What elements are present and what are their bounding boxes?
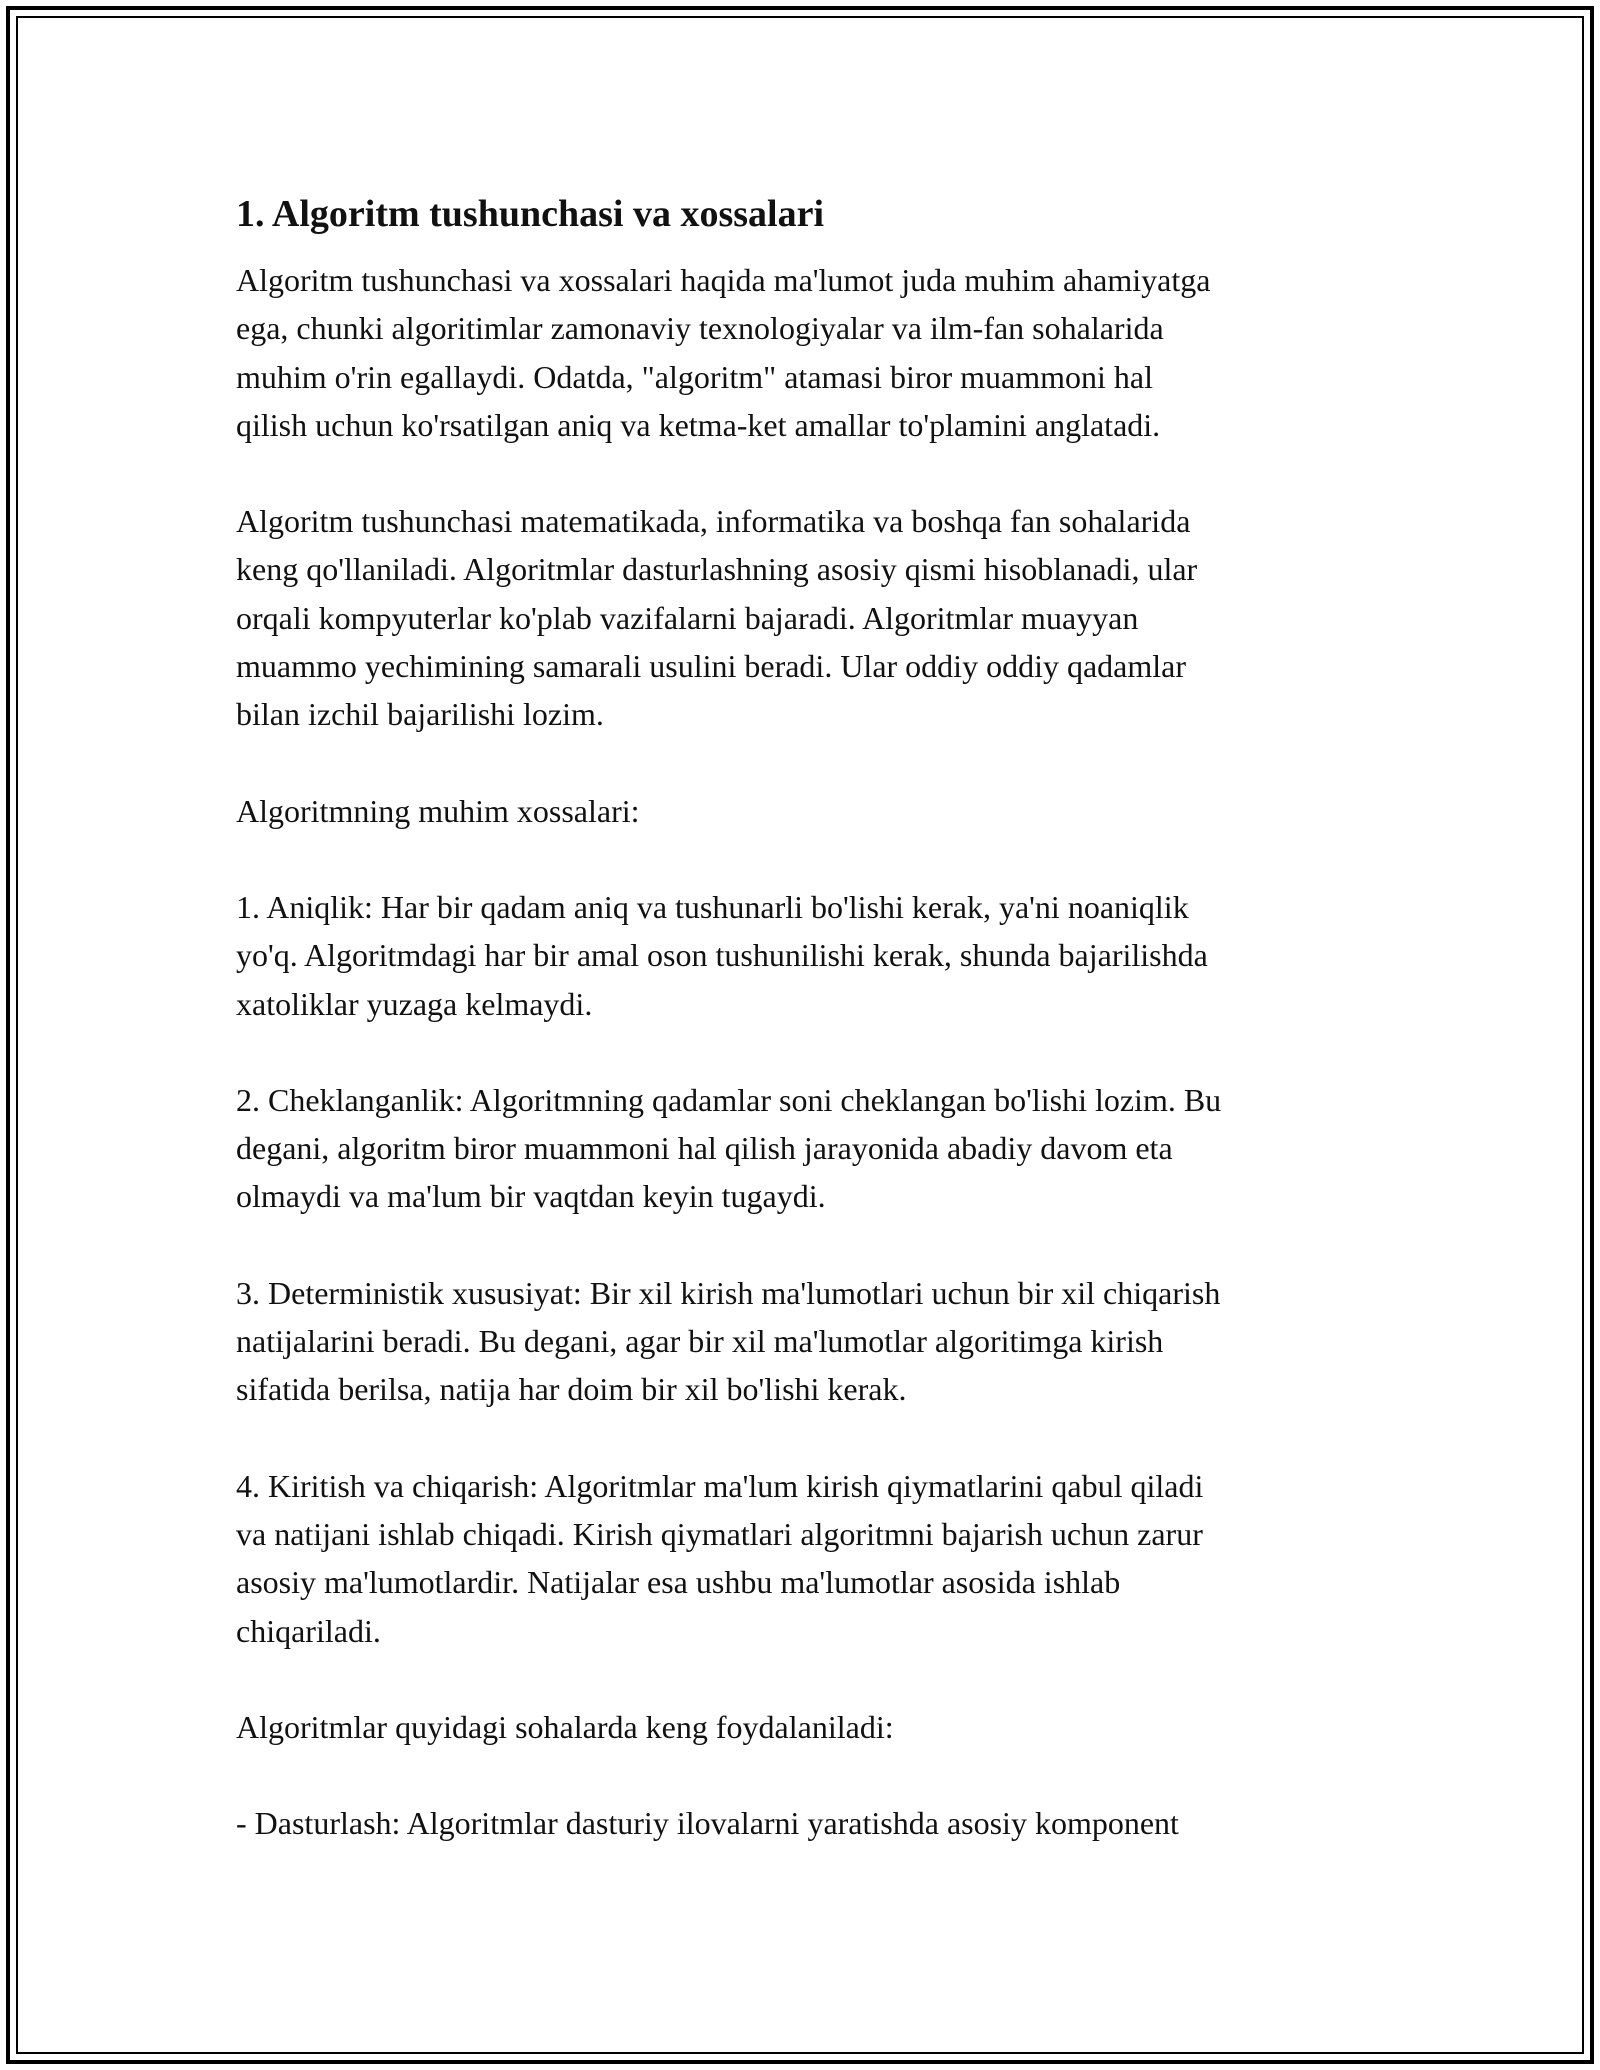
paragraph-usage (236, 497, 1416, 738)
paragraph-properties-intro (236, 787, 1416, 835)
document-body (236, 186, 1416, 1895)
text-line: 1. Aniqlik: Har bir qadam aniq va tushunarli bo'lishi kerak, ya'ni noaniqlik (236, 888, 1189, 925)
text-line: Algoritmlar quyidagi sohalarda keng foydalaniladi: (236, 1708, 894, 1745)
paragraph-property-4 (236, 1462, 1416, 1655)
text-line: xatoliklar yuzaga kelmaydi. (236, 985, 593, 1022)
text-line: ega, chunki algoritimlar zamonaviy texnologiyalar va ilm-fan sohalarida (236, 310, 1164, 347)
paragraph-intro (236, 256, 1416, 449)
text-line: 2. Cheklanganlik: Algoritmning qadamlar soni cheklangan bo'lishi lozim. Bu (236, 1081, 1222, 1118)
text-line: - Dasturlash: Algoritmlar dasturiy ilovalarni yaratishda asosiy komponent (236, 1805, 1179, 1842)
paragraph-application-1 (236, 1799, 1416, 1847)
text-line: va natijani ishlab chiqadi. Kirish qiymatlari algoritmni bajarish uchun zarur (236, 1515, 1203, 1552)
text-line: muhim o'rin egallaydi. Odatda, "algoritm" atamasi biror muammoni hal (236, 358, 1154, 395)
text-line: Algoritm tushunchasi matematikada, informatika va boshqa fan sohalarida (236, 503, 1191, 540)
text-line: asosiy ma'lumotlardir. Natijalar esa ushbu ma'lumotlar asosida ishlab (236, 1564, 1121, 1601)
paragraph-property-2 (236, 1076, 1416, 1221)
text-line: natijalarini beradi. Bu degani, agar bir xil ma'lumotlar algoritimga kirish (236, 1323, 1164, 1360)
text-line: bilan izchil bajarilishi lozim. (236, 696, 604, 733)
text-line: 4. Kiritish va chiqarish: Algoritmlar ma'lum kirish qiymatlarini qabul qiladi (236, 1467, 1204, 1504)
text-line: 3. Deterministik xususiyat: Bir xil kirish ma'lumotlari uchun bir xil chiqarish (236, 1274, 1221, 1311)
section-heading: 1. Algoritm tushunchasi va xossalari (236, 193, 825, 235)
text-line: orqali kompyuterlar ko'plab vazifalarni bajaradi. Algoritmlar muayyan (236, 599, 1139, 636)
text-line: qilish uchun ko'rsatilgan aniq va ketma-ket amallar to'plamini anglatadi. (236, 406, 1161, 443)
paragraph-applications-intro (236, 1703, 1416, 1751)
text-line: Algoritmning muhim xossalari: (236, 792, 640, 829)
text-line: Algoritm tushunchasi va xossalari haqida ma'lumot juda muhim ahamiyatga (236, 262, 1211, 298)
paragraph-property-1 (236, 883, 1416, 1028)
text-line: muammo yechimining samarali usulini beradi. Ular oddiy oddiy qadamlar (236, 648, 1186, 685)
paragraph-property-3 (236, 1269, 1416, 1414)
text-line: yo'q. Algoritmdagi har bir amal oson tushunilishi kerak, shunda bajarilishda (236, 937, 1208, 974)
text-line: degani, algoritm biror muammoni hal qilish jarayonida abadiy davom eta (236, 1130, 1173, 1167)
text-line: chiqariladi. (236, 1612, 381, 1649)
text-line: olmaydi va ma'lum bir vaqtdan keyin tugaydi. (236, 1178, 826, 1215)
text-line: sifatida berilsa, natija har doim bir xil bo'lishi kerak. (236, 1371, 907, 1408)
text-line: keng qo'llaniladi. Algoritmlar dasturlashning asosiy qismi hisoblanadi, ular (236, 551, 1198, 588)
